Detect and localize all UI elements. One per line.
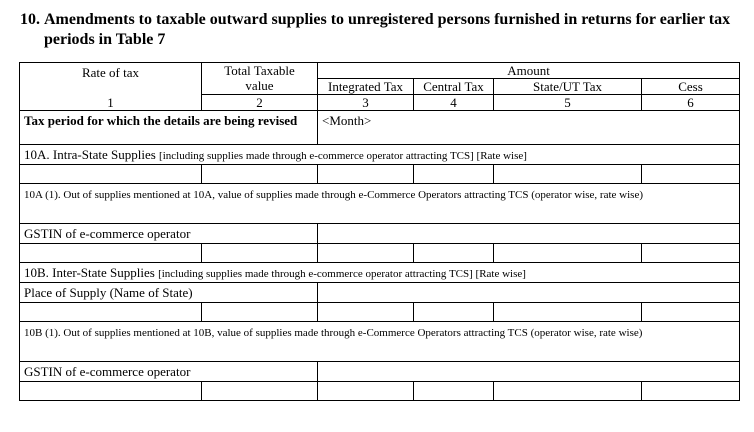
col-num-3: 3 — [318, 95, 414, 111]
row-10a-heading — [20, 145, 740, 165]
amendments-table — [19, 62, 740, 401]
input-cell[interactable] — [642, 244, 740, 263]
row-10b1-input — [20, 382, 740, 401]
input-cell[interactable] — [642, 165, 740, 184]
input-cell[interactable] — [202, 382, 318, 401]
tax-period-row — [20, 111, 740, 145]
row-10a1-label: 10A (1). Out of supplies mentioned at 10A, value of supplies made through e-Commerce Operators attracting TCS (operator wise, rate wise) — [20, 184, 740, 224]
section-title-line1: Amendments to taxable outward supplies to unregistered persons furnished in returns for earlier tax — [44, 11, 731, 28]
gstin-label: GSTIN of e-commerce operator — [20, 224, 318, 244]
place-of-supply-row — [20, 283, 740, 303]
input-cell[interactable] — [202, 165, 318, 184]
input-cell[interactable] — [494, 165, 642, 184]
taxable-value-header: Total Taxable value — [202, 63, 318, 95]
section-heading — [20, 10, 740, 50]
central-tax-header: Central Tax — [414, 79, 494, 95]
input-cell[interactable] — [414, 165, 494, 184]
input-cell[interactable] — [20, 303, 202, 322]
input-cell[interactable] — [20, 244, 202, 263]
row-10a-input — [20, 165, 740, 184]
place-of-supply-label: Place of Supply (Name of State) — [20, 283, 318, 303]
row-10a1-input — [20, 244, 740, 263]
gstin-input[interactable] — [318, 362, 740, 382]
gstin-row-1 — [20, 224, 740, 244]
input-cell[interactable] — [318, 303, 414, 322]
header-row-1 — [20, 63, 740, 79]
rate-of-tax-header: Rate of tax — [20, 63, 202, 95]
col-num-2: 2 — [202, 95, 318, 111]
integrated-tax-header: Integrated Tax — [318, 79, 414, 95]
month-field[interactable]: <Month> — [318, 111, 740, 145]
input-cell[interactable] — [414, 303, 494, 322]
input-cell[interactable] — [414, 244, 494, 263]
input-cell[interactable] — [318, 382, 414, 401]
section-number: 10. — [20, 11, 40, 28]
state-ut-tax-header: State/UT Tax — [494, 79, 642, 95]
row-10b-input — [20, 303, 740, 322]
input-cell[interactable] — [318, 244, 414, 263]
amount-header: Amount — [318, 63, 740, 79]
input-cell[interactable] — [494, 382, 642, 401]
place-of-supply-input[interactable] — [318, 283, 740, 303]
input-cell[interactable] — [318, 165, 414, 184]
input-cell[interactable] — [202, 244, 318, 263]
gstin-row-2 — [20, 362, 740, 382]
input-cell[interactable] — [202, 303, 318, 322]
input-cell[interactable] — [494, 244, 642, 263]
col-num-4: 4 — [414, 95, 494, 111]
input-cell[interactable] — [642, 382, 740, 401]
row-10a1-heading — [20, 184, 740, 224]
column-number-row — [20, 95, 740, 111]
input-cell[interactable] — [414, 382, 494, 401]
section-title-line2: periods in Table 7 — [44, 31, 166, 48]
row-10b-heading — [20, 263, 740, 283]
cess-header: Cess — [642, 79, 740, 95]
col-num-6: 6 — [642, 95, 740, 111]
tax-period-label: Tax period for which the details are being revised — [20, 111, 318, 145]
row-10a-label: 10A. Intra-State Supplies [including supplies made through e-commerce operator attracting TCS] [Rate wise] — [20, 145, 740, 165]
row-10b1-label: 10B (1). Out of supplies mentioned at 10B, value of supplies made through e-Commerce Operators attracting TCS (operator wise, rate wise) — [20, 322, 740, 362]
row-10b-label: 10B. Inter-State Supplies [including supplies made through e-commerce operator attracting TCS] [Rate wise] — [20, 263, 740, 283]
gstin-input[interactable] — [318, 224, 740, 244]
input-cell[interactable] — [20, 382, 202, 401]
gstin-label: GSTIN of e-commerce operator — [20, 362, 318, 382]
col-num-5: 5 — [494, 95, 642, 111]
input-cell[interactable] — [642, 303, 740, 322]
row-10b1-heading — [20, 322, 740, 362]
input-cell[interactable] — [20, 165, 202, 184]
col-num-1: 1 — [20, 95, 202, 111]
input-cell[interactable] — [494, 303, 642, 322]
